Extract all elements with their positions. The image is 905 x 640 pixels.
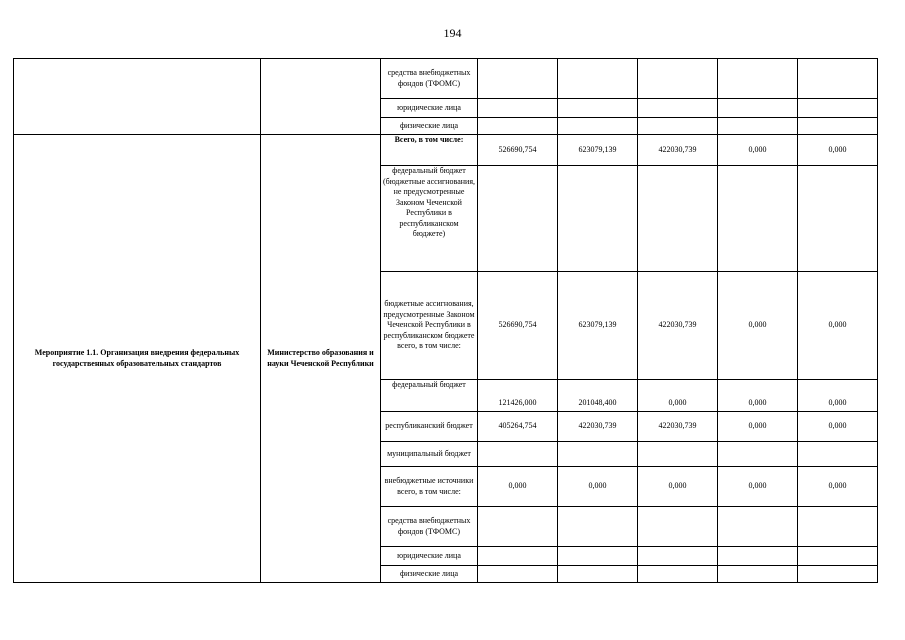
value-cell (718, 547, 798, 566)
value-cell: 526690,754 (478, 135, 558, 166)
source-cell: физические лица (381, 118, 478, 135)
value-cell (798, 547, 878, 566)
value-cell (798, 166, 878, 272)
value-cell (798, 59, 878, 99)
value-cell (478, 547, 558, 566)
value-cell (478, 507, 558, 547)
value-cell: 0,000 (638, 467, 718, 507)
source-cell: муниципальный бюджет (381, 442, 478, 467)
value-cell (718, 166, 798, 272)
value-cell (558, 442, 638, 467)
prev-executor-cell (261, 59, 381, 135)
value-cell (478, 59, 558, 99)
source-cell: юридические лица (381, 99, 478, 118)
value-cell (558, 59, 638, 99)
value-cell: 0,000 (718, 467, 798, 507)
value-cell: 0,000 (558, 467, 638, 507)
value-cell (638, 566, 718, 583)
value-cell (798, 118, 878, 135)
value-cell (798, 566, 878, 583)
value-cell: 0,000 (638, 380, 718, 412)
activity-title: Мероприятие 1.1. Организация внедрения федеральных государственных образовательных стандартов (14, 135, 261, 583)
value-cell: 526690,754 (478, 272, 558, 380)
value-cell: 0,000 (798, 380, 878, 412)
source-cell: бюджетные ассигнования, предусмотренные Законом Чеченской Республики в республиканском бюджете всего, в том числе: (381, 272, 478, 380)
value-cell (478, 442, 558, 467)
value-cell: 422030,739 (638, 135, 718, 166)
value-cell (478, 99, 558, 118)
value-cell: 0,000 (478, 467, 558, 507)
value-cell (558, 166, 638, 272)
value-cell (558, 566, 638, 583)
page-number: 194 (443, 26, 462, 40)
value-cell (718, 507, 798, 547)
value-cell (638, 59, 718, 99)
source-cell: средства внебюджетных фондов (ТФОМС) (381, 507, 478, 547)
value-cell: 623079,139 (558, 272, 638, 380)
value-cell (718, 99, 798, 118)
value-cell: 0,000 (798, 272, 878, 380)
value-cell: 0,000 (718, 412, 798, 442)
value-cell: 0,000 (718, 272, 798, 380)
value-cell (558, 547, 638, 566)
activity-executor: Министерство образования и науки Чеченской Республики (261, 135, 381, 583)
value-cell: 0,000 (798, 412, 878, 442)
value-cell (718, 442, 798, 467)
table-row (14, 59, 878, 99)
value-cell: 201048,400 (558, 380, 638, 412)
source-cell: федеральный бюджет (бюджетные ассигнования, не предусмотренные Законом Чеченской Республики в республиканском бюджете) (381, 166, 478, 272)
value-cell (638, 99, 718, 118)
source-cell: юридические лица (381, 547, 478, 566)
table-row (14, 135, 878, 166)
value-cell (718, 118, 798, 135)
value-cell (798, 99, 878, 118)
value-cell (478, 118, 558, 135)
value-cell (638, 118, 718, 135)
source-cell: физические лица (381, 566, 478, 583)
value-cell (558, 118, 638, 135)
value-cell: 0,000 (718, 135, 798, 166)
prev-activity-cell (14, 59, 261, 135)
value-cell (718, 566, 798, 583)
value-cell (798, 507, 878, 547)
value-cell (478, 166, 558, 272)
value-cell (718, 59, 798, 99)
source-cell: федеральный бюджет (381, 380, 478, 412)
value-cell: 422030,739 (638, 412, 718, 442)
source-cell: республиканский бюджет (381, 412, 478, 442)
source-cell: внебюджетные источники всего, в том числе: (381, 467, 478, 507)
value-cell: 422030,739 (558, 412, 638, 442)
source-cell: Всего, в том числе: (381, 135, 478, 166)
value-cell: 0,000 (798, 467, 878, 507)
value-cell: 623079,139 (558, 135, 638, 166)
value-cell (558, 507, 638, 547)
value-cell (638, 547, 718, 566)
value-cell: 422030,739 (638, 272, 718, 380)
source-cell: средства внебюджетных фондов (ТФОМС) (381, 59, 478, 99)
value-cell: 405264,754 (478, 412, 558, 442)
value-cell: 0,000 (798, 135, 878, 166)
value-cell: 121426,000 (478, 380, 558, 412)
value-cell (558, 99, 638, 118)
budget-table (13, 58, 878, 583)
value-cell (638, 166, 718, 272)
value-cell: 0,000 (718, 380, 798, 412)
value-cell (638, 507, 718, 547)
value-cell (798, 442, 878, 467)
value-cell (478, 566, 558, 583)
value-cell (638, 442, 718, 467)
